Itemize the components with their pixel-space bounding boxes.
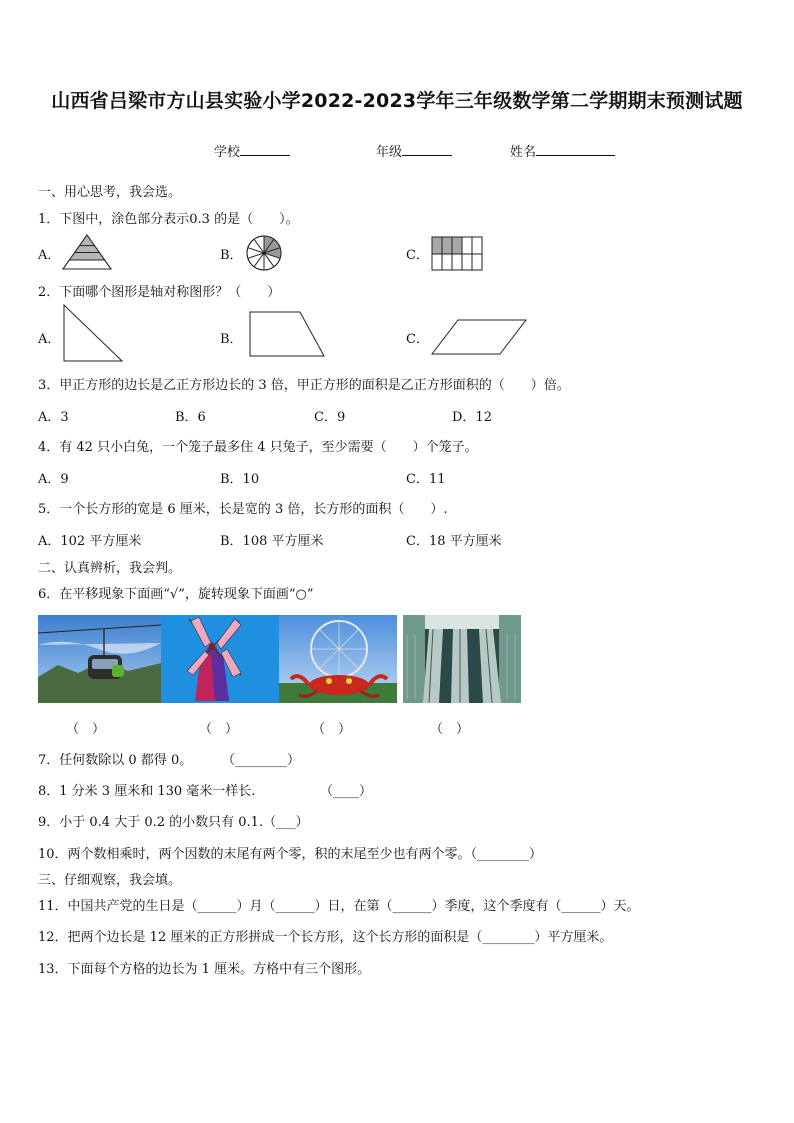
q3-option-d[interactable]: D．12 [452, 410, 492, 425]
q2-trapezoid-figure [248, 310, 328, 358]
ferris-wheel-photo [279, 615, 397, 703]
q5-option-c[interactable]: C．18 平方厘米 [406, 534, 502, 549]
windmill-photo [161, 615, 279, 703]
answer-blank-3[interactable]: （ ） [312, 722, 352, 737]
question-13: 13．下面每个方格的边长为 1 厘米。方格中有三个图形。 [38, 962, 371, 977]
question-2: 2．下面哪个图形是轴对称图形？（ ） [38, 285, 281, 300]
question-8: 8．1 分米 3 厘米和 130 毫米一样长. [38, 784, 256, 799]
school-label: 学校 [214, 145, 241, 160]
q3-option-b[interactable]: B．6 [175, 410, 206, 425]
q2-parallelogram-figure [430, 318, 528, 356]
q3-option-a[interactable]: A．3 [38, 410, 69, 425]
section-2-heading: 二、认真辨析，我会判。 [38, 561, 182, 576]
question-3: 3．甲正方形的边长是乙正方形边长的 3 倍，甲正方形的面积是乙正方形面积的（ ）倍。 [38, 378, 570, 393]
q5-option-b[interactable]: B．108 平方厘米 [220, 534, 324, 549]
question-6: 6．在平移现象下面画“√”，旋转现象下面画“○” [38, 587, 314, 602]
page-title: 山西省吕梁市方山县实验小学2022-2023学年三年级数学第二学期期末预测试题 [51, 90, 743, 112]
q2-option-c-label[interactable]: C． [406, 332, 429, 347]
question-7: 7．任何数除以 0 都得 0。 [38, 753, 193, 768]
name-label: 姓名 [510, 145, 537, 160]
q3-option-c[interactable]: C．9 [314, 410, 346, 425]
question-12: 12．把两个边长是 12 厘米的正方形拼成一个长方形，这个长方形的面积是（________）平方厘米。 [38, 930, 613, 945]
answer-blank-4[interactable]: （ ） [430, 722, 470, 737]
name-field[interactable] [510, 141, 615, 160]
section-1-heading: 一、用心思考，我会选。 [38, 185, 182, 200]
q4-option-a[interactable]: A．9 [38, 472, 69, 487]
cable-car-photo [38, 615, 161, 703]
q1-option-c-label[interactable]: C． [406, 248, 429, 263]
grade-label: 年级 [376, 145, 403, 160]
q1-option-a-label[interactable]: A． [38, 248, 61, 263]
school-field[interactable] [214, 141, 290, 160]
answer-blank-2[interactable]: （ ） [199, 722, 239, 737]
question-10: 10．两个数相乘时，两个因数的末尾有两个零，积的末尾至少也有两个零。（________） [38, 847, 543, 862]
q1-triangle-figure [61, 233, 113, 271]
question-11: 11．中国共产党的生日是（______）月（______）日，在第（______）季度，这个季度有（______）天。 [38, 899, 640, 914]
q8-answer-blank[interactable]: （____） [320, 784, 373, 799]
q7-answer-blank[interactable]: （________） [222, 753, 301, 768]
q5-option-a[interactable]: A．102 平方厘米 [38, 534, 142, 549]
q4-option-b[interactable]: B．10 [220, 472, 260, 487]
q1-grid-figure [431, 236, 483, 272]
q1-option-b-label[interactable]: B． [220, 248, 243, 263]
grade-field[interactable] [376, 141, 452, 160]
q1-circle-figure [245, 234, 283, 272]
q2-right-triangle-figure [62, 303, 124, 363]
q4-option-c[interactable]: C．11 [406, 472, 446, 487]
q2-option-b-label[interactable]: B． [220, 332, 243, 347]
question-5: 5．一个长方形的宽是 6 厘米，长是宽的 3 倍，长方形的面积（ ）. [38, 502, 448, 517]
question-1: 1．下图中，涂色部分表示0.3 的是（ ）。 [38, 212, 299, 227]
answer-blank-1[interactable]: （ ） [66, 722, 106, 737]
section-3-heading: 三、仔细观察，我会填。 [38, 873, 182, 888]
question-9: 9．小于 0.4 大于 0.2 的小数只有 0.1.（___） [38, 815, 309, 830]
escalator-photo [403, 615, 521, 703]
question-4: 4．有 42 只小白兔，一个笼子最多住 4 只兔子，至少需要（ ）个笼子。 [38, 440, 478, 455]
q2-option-a-label[interactable]: A． [38, 332, 61, 347]
